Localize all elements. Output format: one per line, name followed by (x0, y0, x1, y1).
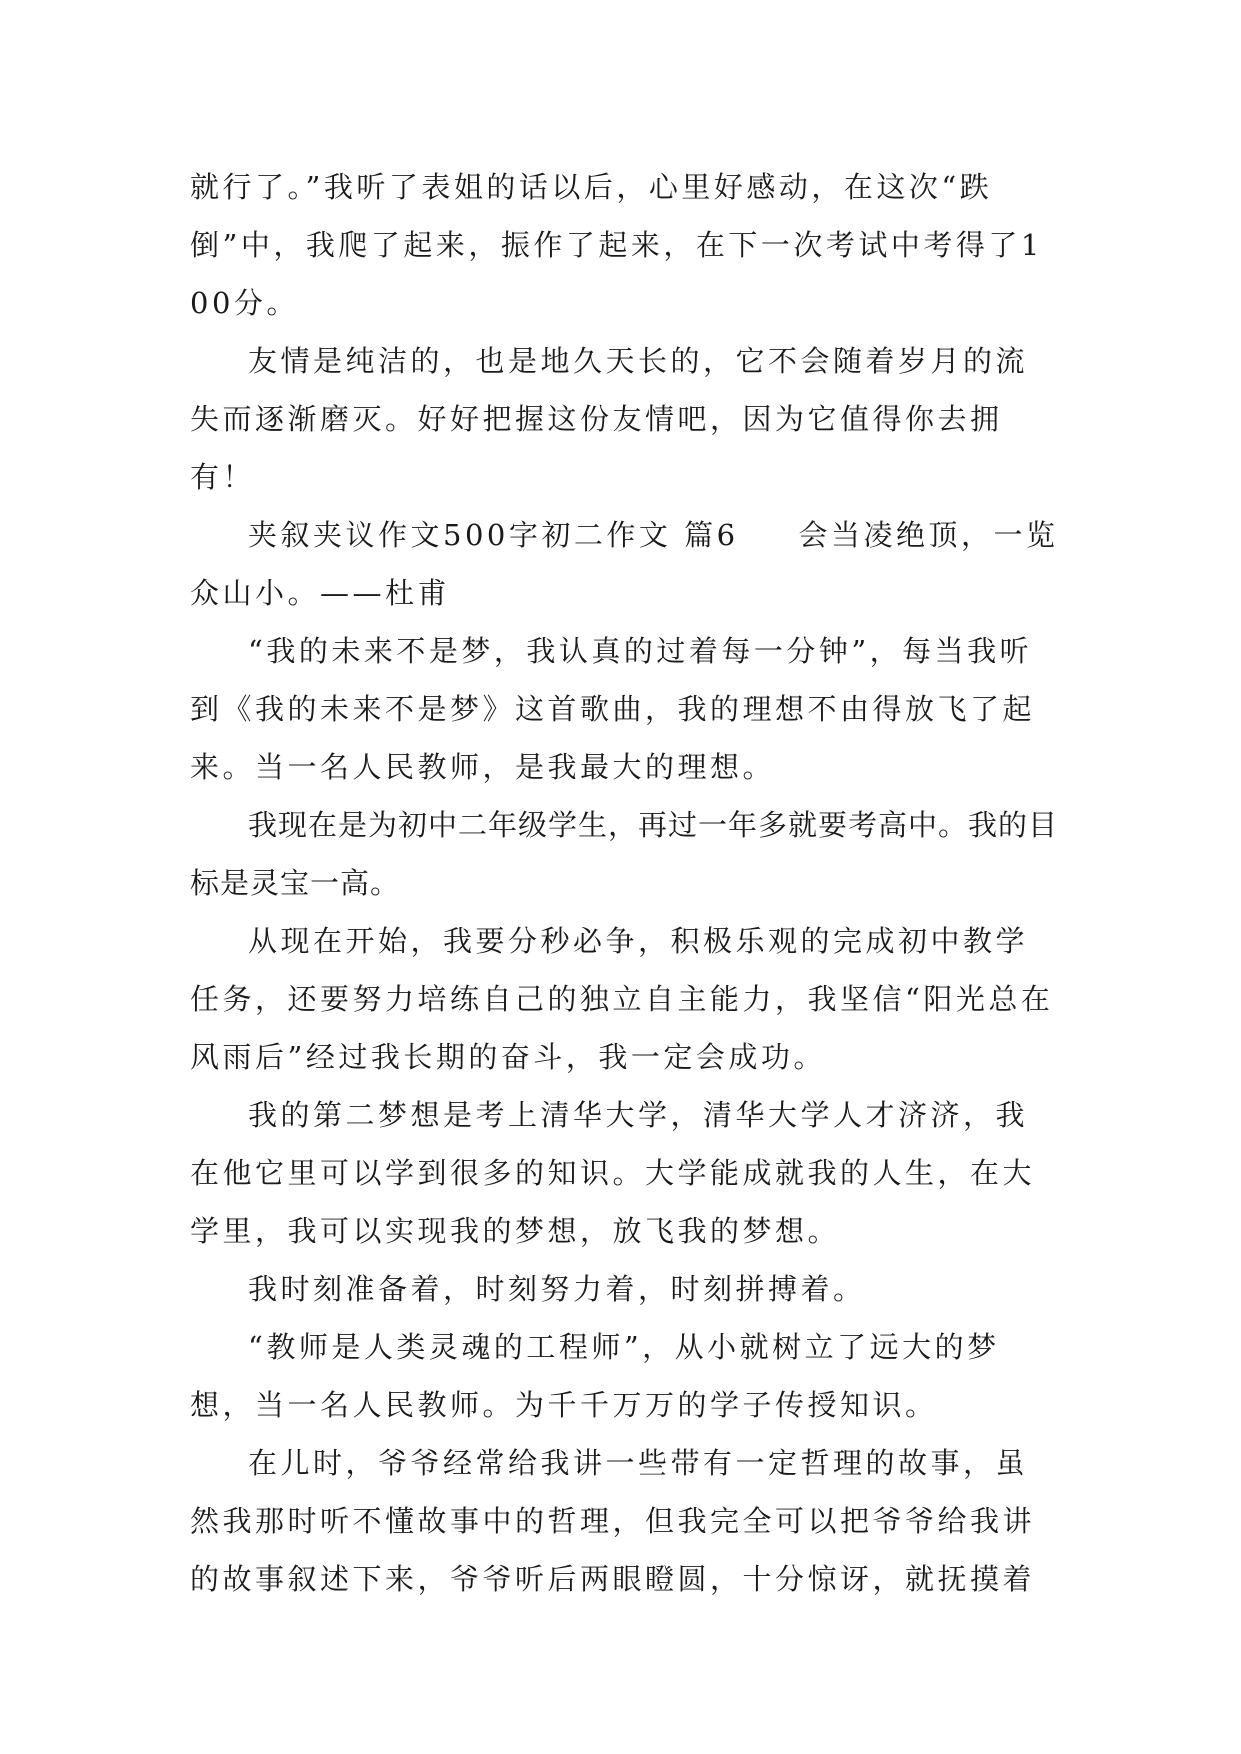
paragraph-4: 我现在是为初中二年级学生，再过一年多就要考高中。我的目标是灵宝一高。 (190, 808, 1059, 900)
paragraph-6: 我的第二梦想是考上清华大学，清华大学人才济济，我在他它里可以学到很多的知识。大学能成就我的人生，在大学里，我可以实现我的梦想，放飞我的梦想。 (190, 1098, 1036, 1248)
paragraph-3: “我的未来不是梦，我认真的过着每一分钟”，每当我听到《我的未来不是梦》这首歌曲，我的理想不由得放飞了起来。当一名人民教师，是我最大的理想。 (190, 634, 1036, 784)
paragraph-1: 就行了。”我听了表姐的话以后，心里好感动，在这次“跌倒”中，我爬了起来，振作了起来，在下一次考试中考得了100分。 (190, 170, 1043, 320)
paragraph-9: 在儿时，爷爷经常给我讲一些带有一定哲理的故事，虽然我那时听不懂故事中的哲理，但我完全可以把爷爷给我讲的故事叙述下来，爷爷听后两眼瞪圆，十分惊讶，就抚摸着 (190, 1446, 1036, 1596)
section-quote: 会当凌绝顶，一览众山小。——杜甫 (190, 518, 1059, 610)
paragraph-5: 从现在开始，我要分秒必争，积极乐观的完成初中教学任务，还要努力培练自己的独立自主能力，我坚信“阳光总在风雨后”经过我长期的奋斗，我一定会成功。 (190, 924, 1054, 1074)
section-heading (190, 506, 1060, 622)
paragraph-2: 友情是纯洁的，也是地久天长的，它不会随着岁月的流失而逐渐磨灭。好好把握这份友情吧，因为它值得你去拥有！ (190, 344, 1029, 494)
paragraph-7: 我时刻准备着，时刻努力着，时刻拼搏着。 (248, 1272, 866, 1306)
section-title: 夹叙夹议作文500字初二作文 篇6 (248, 518, 739, 552)
paragraph-8: “教师是人类灵魂的工程师”，从小就树立了远大的梦想，当一名人民教师。为千千万万的学子传授知识。 (190, 1330, 1000, 1422)
document-body (190, 158, 1060, 1608)
